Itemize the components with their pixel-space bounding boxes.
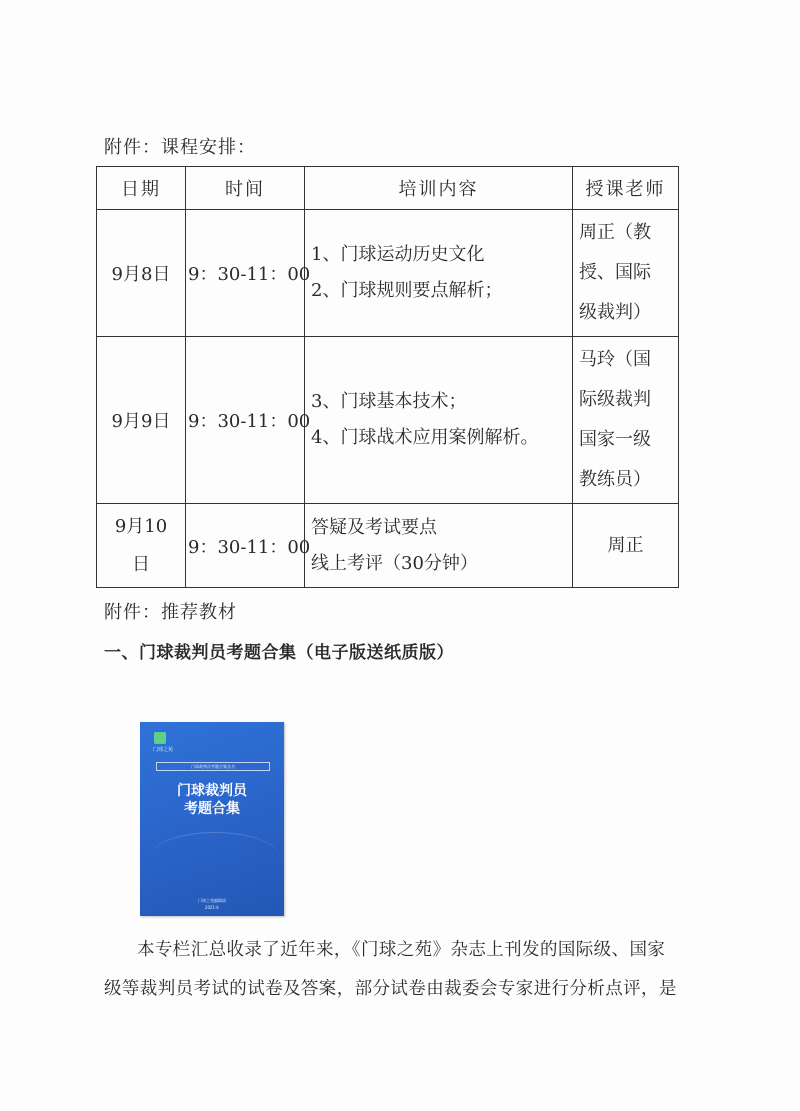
book-title-line1: 门球裁判员: [177, 783, 247, 799]
series-banner: 门球裁判员考题合集丛书: [156, 762, 270, 771]
book-cover-image: [140, 722, 284, 916]
content-line: 答疑及考试要点: [311, 516, 437, 538]
header-content: 培训内容: [305, 167, 573, 210]
content-line: 1、门球运动历史文化: [311, 244, 485, 265]
teacher-line: 马玲（国: [579, 349, 651, 370]
book-title-line2: 考题合集: [184, 801, 240, 817]
content-line: 4、门球战术应用案例解析。: [311, 427, 539, 448]
table-header-row: [97, 167, 679, 210]
teacher-cell: [573, 210, 679, 337]
table-row: [97, 210, 679, 337]
teacher-line: 国家一级: [579, 429, 651, 450]
teacher-line: 教练员）: [579, 469, 651, 490]
time-cell: 9：30-11：00: [186, 210, 305, 337]
teacher-line: 级裁判）: [579, 302, 651, 323]
schedule-attachment-label: 附件：课程安排：: [104, 137, 256, 158]
publisher-logo-icon: [154, 732, 166, 744]
date-line: 日: [132, 553, 150, 575]
book-publisher: 门球之苑编辑部: [198, 898, 226, 903]
content-cell: [305, 337, 573, 504]
time-cell: 9：30-11：00: [186, 504, 305, 588]
date-cell: [97, 504, 186, 588]
course-schedule-table: [96, 166, 679, 588]
header-date: 日期: [97, 167, 186, 210]
book-year: 2021年: [204, 905, 220, 910]
books-attachment-label: 附件：推荐教材: [104, 602, 237, 623]
teacher-cell: [573, 337, 679, 504]
paragraph-line: 级等裁判员考试的试卷及答案，部分试卷由裁委会专家进行分析点评，是: [104, 979, 677, 999]
logo-text: 门球之苑: [153, 747, 174, 753]
cover-decoration: [150, 832, 280, 883]
content-line: 3、门球基本技术；: [311, 391, 467, 412]
teacher-cell: [573, 504, 679, 588]
teacher-line: 际级裁判: [579, 389, 651, 410]
teacher-line: 授、国际: [579, 262, 651, 283]
content-line: 线上考评（30分钟）: [311, 552, 478, 574]
content-line: 2、门球规则要点解析；: [311, 280, 503, 301]
date-cell: 9月8日: [97, 210, 186, 337]
teacher-line: 周正: [607, 534, 644, 556]
content-cell: [305, 504, 573, 588]
content-cell: [305, 210, 573, 337]
header-time: 时间: [186, 167, 305, 210]
table-row: [97, 504, 679, 588]
time-cell: 9：30-11：00: [186, 337, 305, 504]
table-row: [97, 337, 679, 504]
date-line: 9月10: [114, 515, 168, 537]
section-heading: 一、门球裁判员考题合集（电子版送纸质版）: [104, 643, 454, 663]
date-cell: 9月9日: [97, 337, 186, 504]
paragraph-line: 本专栏汇总收录了近年来，《门球之苑》杂志上刊发的国际级、国家: [137, 940, 666, 960]
header-teacher: 授课老师: [573, 167, 679, 210]
teacher-line: 周正（教: [579, 222, 651, 243]
